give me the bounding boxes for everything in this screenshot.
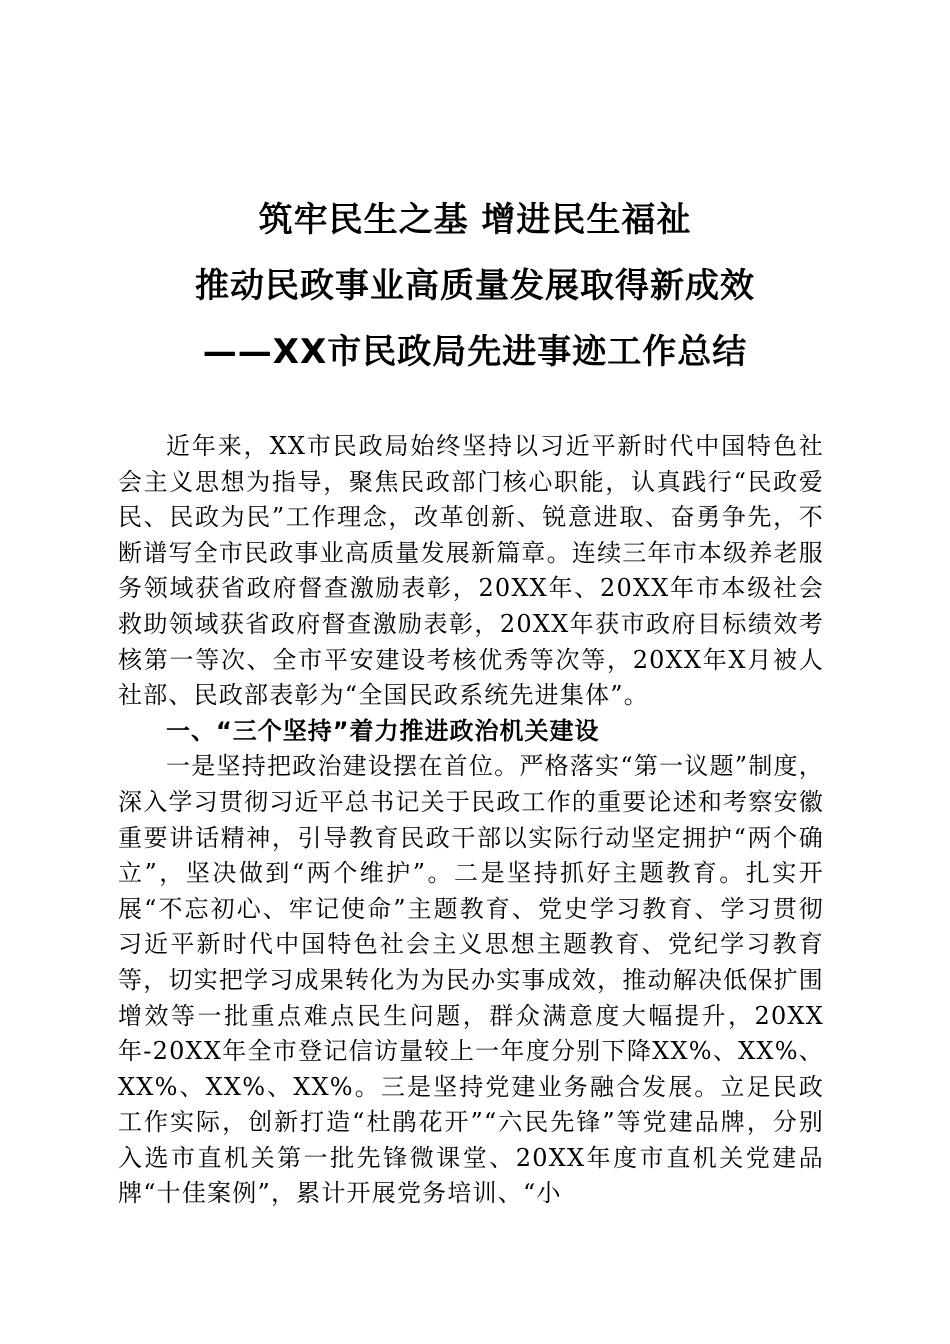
section-1-heading: 一、“三个坚持”着力推进政治机关建设 xyxy=(166,716,600,745)
title-line-3: ——XX市民政局先进事迹工作总结 xyxy=(202,332,748,372)
document-body xyxy=(118,429,824,1212)
section-1-paragraph: 一是坚持把政治建设摆在首位。严格落实“第一议题”制度，深入学习贯彻习近平总书记关于民政工作的重要论述和考察安徽重要讲话精神，引导教育民政干部以实际行动坚定拥护“两个确立”，坚决做到“两个维护”。二是坚持抓好主题教育。扎实开展“不忘初心、牢记使命”主题教育、党史学习教育、学习贯彻习近平新时代中国特色社会主义思想主题教育、党纪学习教育等，切实把学习成果转化为为民办实事成效，推动解决低保扩围增效等一批重点难点民生问题，群众满意度大幅提升，20XX年-20XX年全市登记信访量较上一年度分别下降XX%、XX%、XX%、XX%、XX%。三是坚持党建业务融合发展。立足民政工作实际，创新打造“杜鹃花开”“六民先锋”等党建品牌，分别入选市直机关第一批先锋微课堂、20XX年度市直机关党建品牌“十佳案例”，累计开展党务培训、“小 xyxy=(118,752,824,1208)
document-title xyxy=(0,190,950,382)
intro-paragraph: 近年来，XX市民政局始终坚持以习近平新时代中国特色社会主义思想为指导，聚焦民政部门核心职能，认真践行“民政爱民、民政为民”工作理念，改革创新、锐意进取、奋勇争先，不断谱写全市民政事业高质量发展新篇章。连续三年市本级养老服务领域获省政府督查激励表彰，20XX年、20XX年市本级社会救助领域获省政府督查激励表彰，20XX年获市政府目标绩效考核第一等次、全市平安建设考核优秀等次等，20XX年X月被人社部、民政部表彰为“全国民政系统先进集体”。 xyxy=(118,432,824,710)
title-line-2: 推动民政事业高质量发展取得新成效 xyxy=(195,266,755,306)
title-line-1: 筑牢民生之基 增进民生福祉 xyxy=(258,200,692,240)
